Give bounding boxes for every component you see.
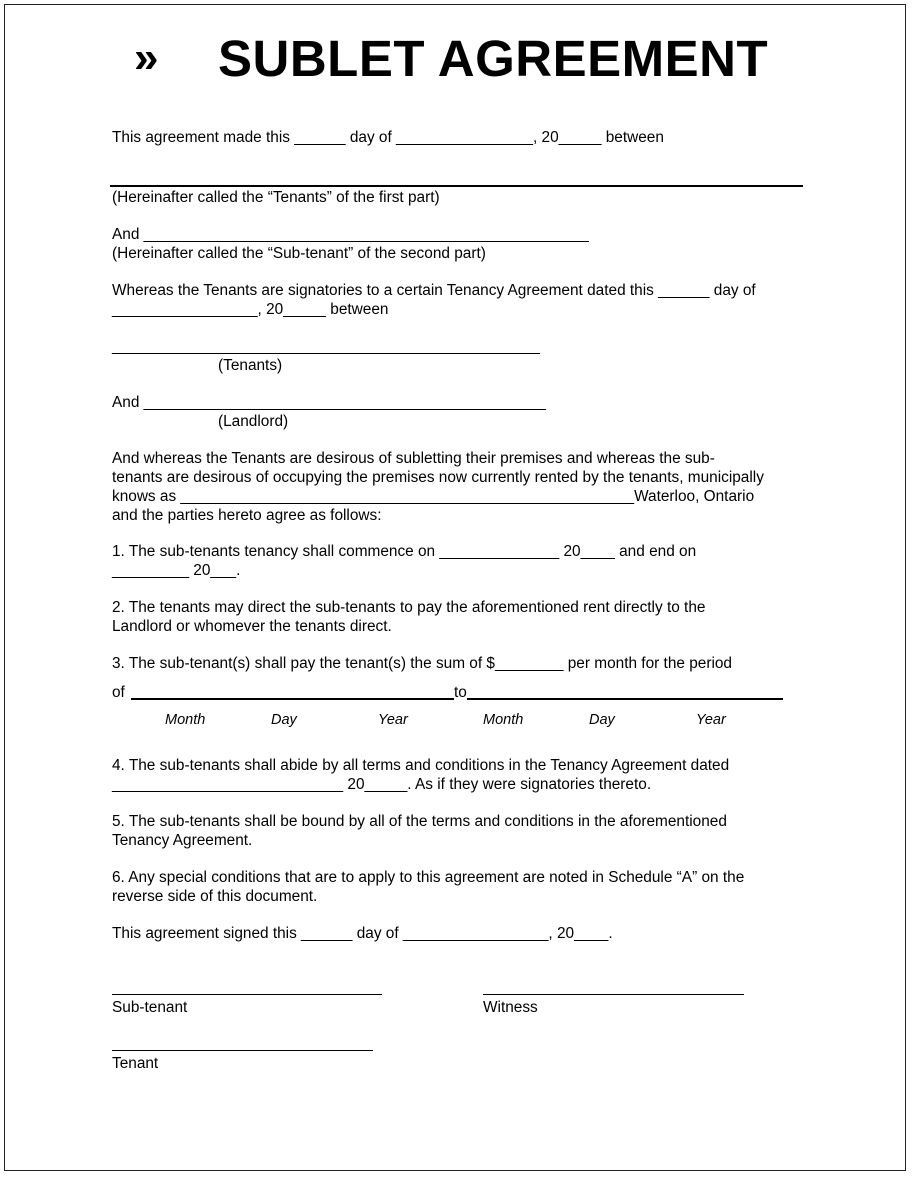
- subtenant-called-line: (Hereinafter called the “Sub-tenant” of the second part): [112, 245, 486, 262]
- period-to-line: [467, 698, 783, 700]
- clause-5-line-2: Tenancy Agreement.: [112, 832, 253, 849]
- title-row: [0, 28, 912, 90]
- clause-1-line-1: 1. The sub-tenants tenancy shall commence on ______________ 20____ and end on: [112, 543, 697, 560]
- clause-3-of: of: [112, 684, 125, 701]
- from-month-label: Month: [165, 712, 206, 728]
- to-month-label: Month: [483, 712, 524, 728]
- from-year-label: Year: [378, 712, 408, 728]
- to-day-label: Day: [589, 712, 615, 728]
- whereas2-line-3: knows as _____________________________________________________Waterloo, Ontario: [112, 488, 755, 505]
- whereas2-line-2: tenants are desirous of occupying the premises now currently rented by the tenants, municipally: [112, 469, 764, 486]
- intro-line: This agreement made this ______ day of ________________, 20_____ between: [112, 129, 664, 146]
- clause-6-line-1: 6. Any special conditions that are to apply to this agreement are noted in Schedule “A” on the: [112, 869, 745, 886]
- tenants-label: (Tenants): [218, 357, 283, 374]
- double-chevron-icon: »: [134, 33, 159, 82]
- to-year-label: Year: [696, 712, 726, 728]
- and-subtenant-line: And ____________________________________________________: [112, 226, 589, 243]
- whereas-line-1: Whereas the Tenants are signatories to a certain Tenancy Agreement dated this ______ day of: [112, 282, 756, 299]
- page-title: SUBLET AGREEMENT: [218, 30, 769, 87]
- clause-3-line-1: 3. The sub-tenant(s) shall pay the tenant(s) the sum of $________ per month for the period: [112, 655, 732, 672]
- clause-2-line-2: Landlord or whomever the tenants direct.: [112, 618, 392, 635]
- tenants-blank-line: __________________________________________________: [112, 338, 540, 355]
- from-day-label: Day: [271, 712, 297, 728]
- tenants-name-line: [110, 185, 803, 187]
- and-landlord-line: And _______________________________________________: [112, 394, 546, 411]
- tenant-signature-label: Tenant: [112, 1055, 159, 1072]
- subtenant-signature-line: [112, 994, 382, 995]
- landlord-label: (Landlord): [218, 413, 289, 430]
- clause-3-to: to: [454, 684, 467, 701]
- tenants-called-line: (Hereinafter called the “Tenants” of the first part): [112, 189, 440, 206]
- whereas-line-2: _________________, 20_____ between: [112, 301, 389, 318]
- tenant-signature-line: [112, 1050, 373, 1051]
- clause-2-line-1: 2. The tenants may direct the sub-tenants to pay the aforementioned rent directly to the: [112, 599, 706, 616]
- clause-1-line-2: _________ 20___.: [112, 562, 241, 579]
- witness-signature-label: Witness: [483, 999, 538, 1016]
- page-border: [4, 4, 906, 1171]
- witness-signature-line: [483, 994, 744, 995]
- period-from-line: [131, 698, 454, 700]
- whereas2-line-4: and the parties hereto agree as follows:: [112, 507, 382, 524]
- signed-line: This agreement signed this ______ day of _________________, 20____.: [112, 925, 613, 942]
- whereas2-line-1: And whereas the Tenants are desirous of subletting their premises and whereas the sub-: [112, 450, 715, 467]
- clause-5-line-1: 5. The sub-tenants shall be bound by all of the terms and conditions in the aforementioned: [112, 813, 727, 830]
- clause-4-line-1: 4. The sub-tenants shall abide by all terms and conditions in the Tenancy Agreement dated: [112, 757, 730, 774]
- subtenant-signature-label: Sub-tenant: [112, 999, 188, 1016]
- clause-6-line-2: reverse side of this document.: [112, 888, 318, 905]
- clause-4-line-2: ___________________________ 20_____. As if they were signatories thereto.: [112, 776, 652, 793]
